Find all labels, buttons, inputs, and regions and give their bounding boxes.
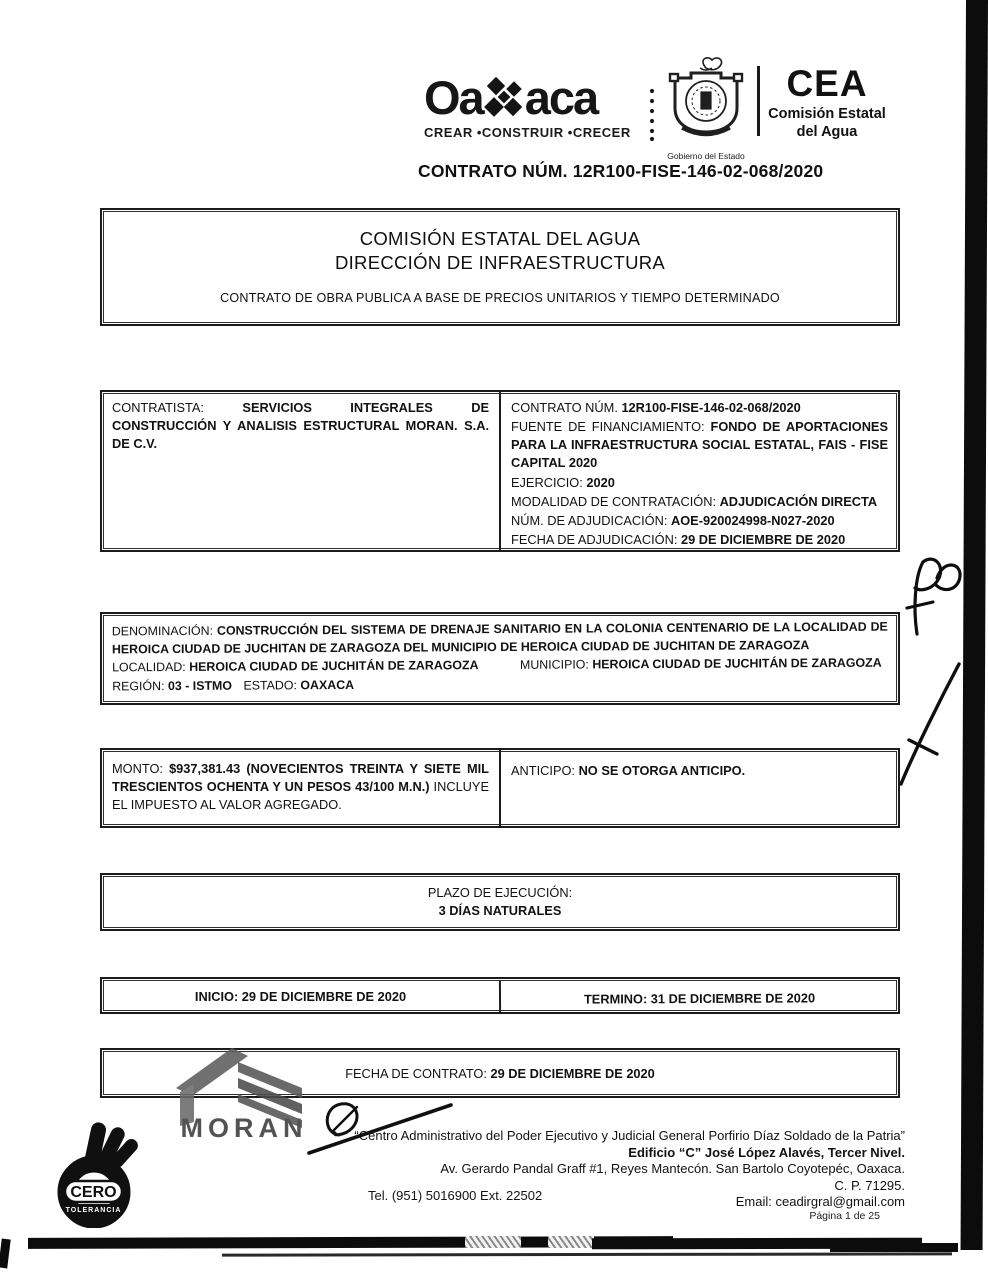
footer-line3: Av. Gerardo Pandal Graff #1, Reyes Mantecón. San Bartolo Coyotepéc, Oaxaca. (440, 1161, 905, 1176)
svg-text:TOLERANCIA: TOLERANCIA (65, 1207, 122, 1214)
footer-address (265, 1128, 905, 1211)
start-date-cell: INICIO: 29 DE DICIEMBRE DE 2020 (194, 989, 407, 1004)
scan-edge-right (961, 0, 988, 1250)
gobierno-shield-logo (660, 56, 752, 161)
contractor-cell (102, 392, 499, 550)
state-label: ESTADO: (243, 678, 297, 693)
oaxaca-logo (424, 71, 644, 140)
moran-house-icon (170, 1040, 320, 1140)
gobierno-caption: Gobierno del Estado (667, 151, 745, 161)
advance-value: NO SE OTORGA ANTICIPO. (578, 763, 746, 778)
exercise-label: EJERCICIO: (511, 474, 583, 490)
contract-date-label: FECHA DE CONTRATO: (345, 1066, 487, 1081)
contract-data-cell (499, 392, 898, 550)
award-num-label: NÚM. DE ADJUDICACIÓN: (511, 512, 668, 528)
contract-number-headline: CONTRATO NÚM. 12R100-FISE-146-02-068/2020 (418, 161, 824, 181)
funding-value: FONDO DE APORTACIONES PARA LA INFRAESTRUCTURA SOCIAL ESTATAL, FAIS - FISE CAPITAL 2020 (511, 419, 889, 471)
amount-suffix: INCLUYE EL IMPUESTO AL VALOR AGREGADO. (112, 779, 489, 813)
footer-line4: C. P. 71295. (834, 1177, 905, 1193)
footer-email: Email: ceadirgral@gmail.com (735, 1194, 905, 1209)
cero-tolerancia-logo (52, 1120, 148, 1228)
handwritten-initials-icon (903, 556, 965, 636)
scan-edge-hatch-2 (548, 1236, 594, 1248)
award-num-value: AOE-920024998-N027-2020 (670, 512, 835, 528)
cea-name-line1: Comisión Estatal (768, 106, 886, 123)
page-number: Página 1 de 25 (809, 1210, 880, 1222)
dates-box (100, 977, 900, 1014)
scan-edge-bottom-right (830, 1243, 958, 1252)
moran-stamp (170, 1040, 320, 1140)
term-label: PLAZO DE EJECUCIÓN: (427, 885, 573, 900)
term-value: 3 DÍAS NATURALES (438, 903, 562, 919)
title-box (100, 208, 900, 326)
award-date-label: FECHA DE ADJUDICACIÓN: (511, 532, 678, 548)
denomination-value: CONSTRUCCIÓN DEL SISTEMA DE DRENAJE SANITARIO EN LA COLONIA CENTENARIO DE LA LOCALIDAD DE HEROICA CIUDAD DE JUCHITAN DE ZARAGOZA DEL MUNICIPIO DE HEROICA CIUDAD DE JUCHITAN DE ZARAGOZA (111, 619, 888, 656)
amount-cell (102, 750, 499, 826)
amount-label: MONTO: (112, 761, 163, 776)
diamond-x-icon (484, 76, 524, 120)
contractor-label: CONTRATISTA: (112, 400, 204, 415)
scan-edge-hatch-1 (465, 1236, 521, 1248)
contract-num-label: CONTRATO NÚM. (511, 400, 618, 415)
region-label: REGIÓN: (112, 678, 165, 694)
municipality-label: MUNICIPIO: (519, 657, 589, 673)
locality-label: LOCALIDAD: (112, 660, 186, 675)
municipality-value: HEROICA CIUDAD DE JUCHITÁN DE ZARAGOZA (592, 655, 882, 672)
contract-num-value: 12R100-FISE-146-02-068/2020 (621, 400, 801, 415)
svg-text:CERO: CERO (70, 1184, 117, 1201)
org-name: COMISIÓN ESTATAL DEL AGUA (359, 228, 641, 249)
denomination-box (100, 612, 900, 705)
funding-label: FUENTE DE FINANCIAMIENTO: (511, 419, 705, 435)
department-name: DIRECCIÓN DE INFRAESTRUCTURA (334, 251, 666, 273)
footer-line1: “Centro Administrativo del Poder Ejecutivo y Judicial General Porfirio Díaz Soldado de la Patria” (354, 1128, 905, 1143)
dotted-separator-icon (648, 88, 656, 142)
oaxaca-tagline: CREAR •CONSTRUIR •CRECER (424, 125, 631, 140)
oaxaca-wordmark-left: Oa (424, 71, 483, 124)
amount-box (100, 748, 900, 828)
scan-line-thin (222, 1252, 952, 1256)
advance-cell (499, 750, 898, 826)
amount-value: $937,381.43 (NOVECIENTOS TREINTA Y SIETE MIL TRESCIENTOS OCHENTA Y UN PESOS 43/100 M.N.) (112, 761, 489, 795)
footer-phone: Tel. (951) 5016900 Ext. 22502 (368, 1188, 543, 1203)
region-value: 03 - ISTMO (167, 678, 233, 693)
denomination-label: DENOMINACIÓN: (111, 623, 214, 639)
contract-date-value: 29 DE DICIEMBRE DE 2020 (490, 1066, 655, 1081)
award-date-value: 29 DE DICIEMBRE DE 2020 (680, 532, 846, 548)
state-shield-icon (660, 56, 752, 144)
term-box (100, 873, 900, 931)
cea-logo (766, 63, 888, 141)
parties-box (100, 390, 900, 552)
contract-type-subtitle: CONTRATO DE OBRA PUBLICA A BASE DE PRECIOS UNITARIOS Y TIEMPO DETERMINADO (220, 291, 780, 306)
modality-label: MODALIDAD DE CONTRATACIÓN: (511, 493, 716, 509)
svg-text:MORAN: MORAN (180, 1113, 308, 1140)
contractor-value: SERVICIOS INTEGRALES DE CONSTRUCCIÓN Y ANALISIS ESTRUCTURAL MORAN. S.A. DE C.V. (112, 400, 489, 452)
scan-mark-corner (0, 1239, 11, 1269)
exercise-value: 2020 (586, 474, 615, 490)
footer-line2: Edificio “C” José López Alavés, Tercer Nivel. (628, 1144, 905, 1160)
end-date-cell: TERMINO: 31 DE DICIEMBRE DE 2020 (499, 978, 898, 1013)
oaxaca-wordmark-right: aca (524, 71, 598, 124)
locality-value: HEROICA CIUDAD DE JUCHITÁN DE ZARAGOZA (189, 658, 479, 675)
header-divider (757, 66, 760, 136)
cea-name-line2: del Agua (796, 124, 858, 141)
advance-label: ANTICIPO: (511, 763, 575, 778)
cea-acronym: CEA (786, 63, 868, 104)
state-value: OAXACA (300, 677, 355, 693)
modality-value: ADJUDICACIÓN DIRECTA (719, 493, 878, 509)
handwritten-check-icon (893, 658, 965, 788)
ok-hand-icon (52, 1120, 148, 1228)
